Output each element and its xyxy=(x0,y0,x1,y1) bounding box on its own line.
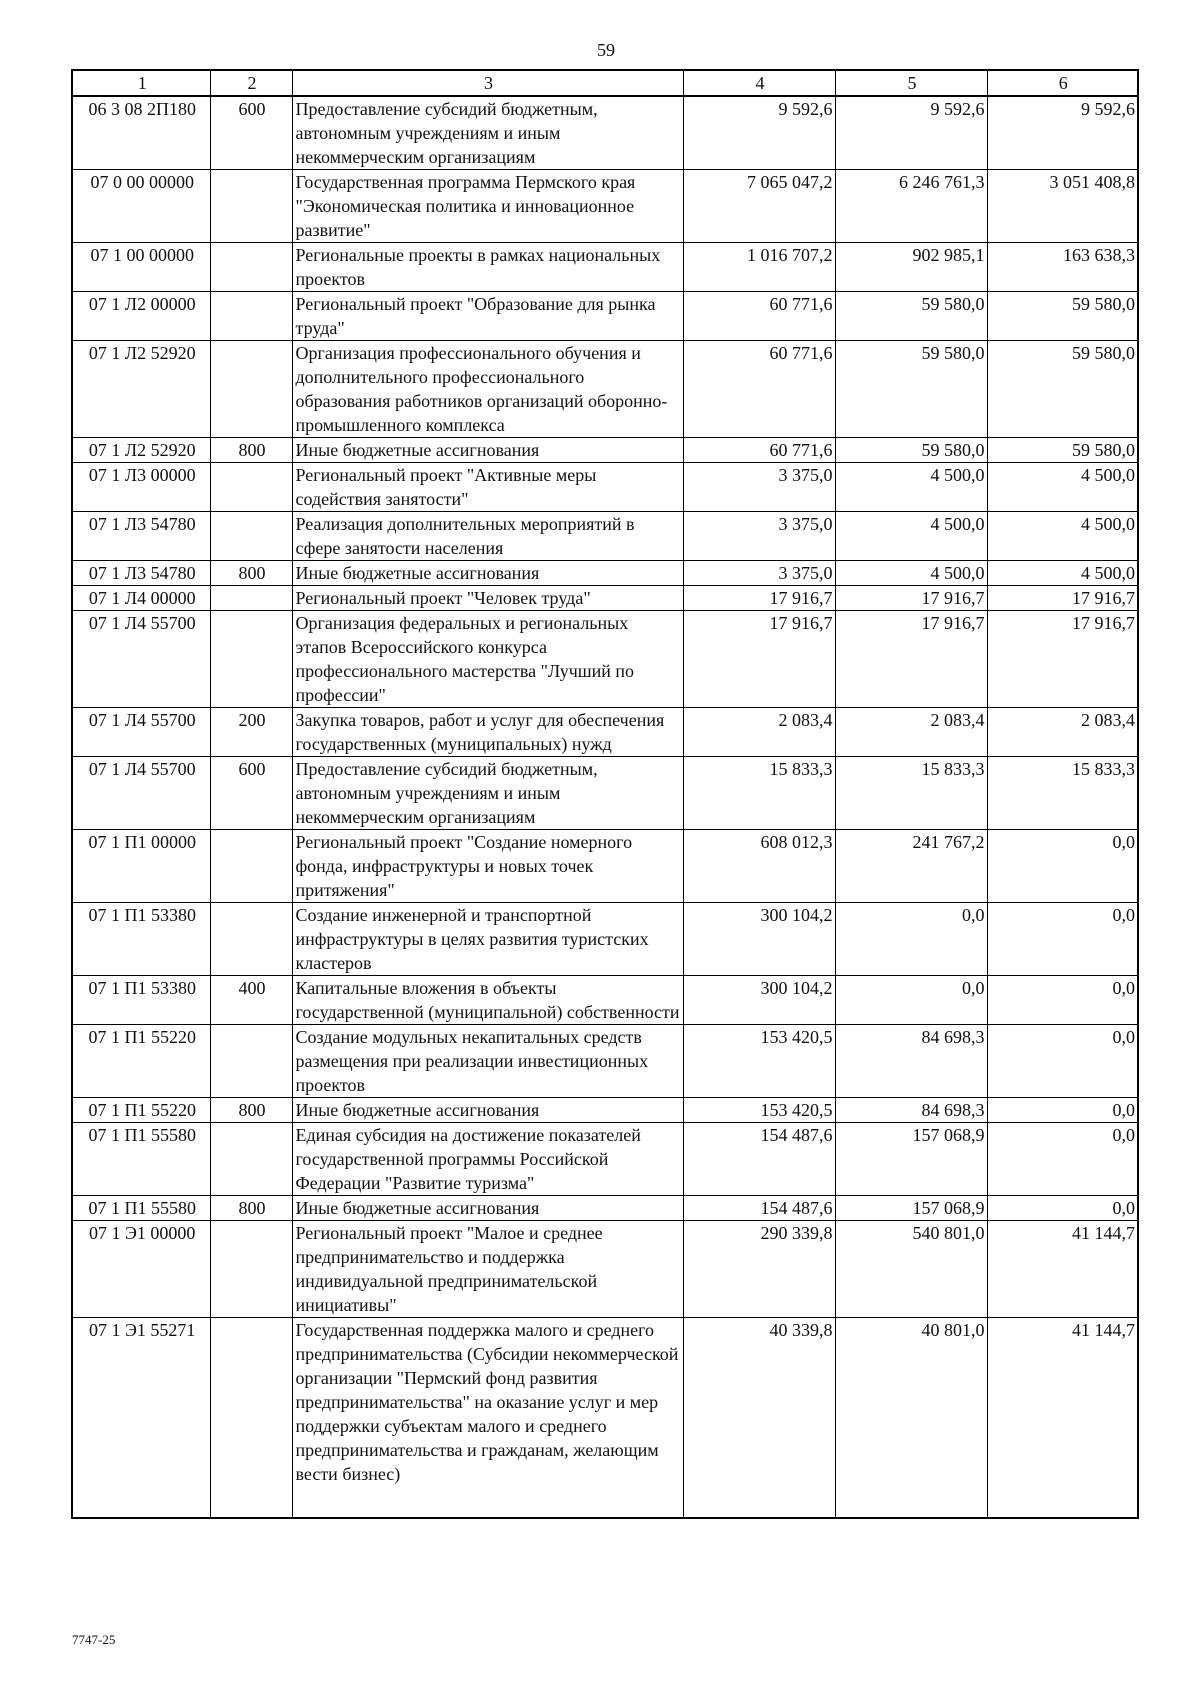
table-row xyxy=(72,1196,1138,1221)
cell-amount-col5: 241 767,2 xyxy=(835,830,987,903)
cell-amount-col5: 15 833,3 xyxy=(835,757,987,830)
table-row xyxy=(72,243,1138,292)
cell-expense-type: 800 xyxy=(210,1196,292,1221)
cell-amount-col6: 0,0 xyxy=(987,903,1138,976)
cell-amount-col4: 153 420,5 xyxy=(683,1098,835,1123)
table-row xyxy=(72,611,1138,708)
cell-code: 07 1 Э1 00000 xyxy=(72,1221,210,1318)
table-row xyxy=(72,1318,1138,1519)
budget-table xyxy=(71,69,1139,1519)
cell-code: 07 1 П1 55580 xyxy=(72,1196,210,1221)
cell-amount-col5: 157 068,9 xyxy=(835,1123,987,1196)
column-header-2: 2 xyxy=(210,70,292,96)
cell-amount-col6: 59 580,0 xyxy=(987,438,1138,463)
cell-expense-type xyxy=(210,1221,292,1318)
cell-amount-col5: 4 500,0 xyxy=(835,512,987,561)
cell-amount-col4: 17 916,7 xyxy=(683,611,835,708)
cell-code: 07 1 Л4 00000 xyxy=(72,586,210,611)
cell-name: Региональные проекты в рамках национальных проектов xyxy=(292,243,683,292)
cell-name: Региональный проект "Активные меры содействия занятости" xyxy=(292,463,683,512)
cell-name: Капитальные вложения в объекты государственной (муниципальной) собственности xyxy=(292,976,683,1025)
cell-amount-col4: 40 339,8 xyxy=(683,1318,835,1519)
cell-amount-col6: 0,0 xyxy=(987,1098,1138,1123)
cell-name: Создание модульных некапитальных средств размещения при реализации инвестиционных проектов xyxy=(292,1025,683,1098)
cell-amount-col6: 163 638,3 xyxy=(987,243,1138,292)
cell-expense-type xyxy=(210,170,292,243)
cell-amount-col4: 9 592,6 xyxy=(683,96,835,170)
cell-amount-col4: 60 771,6 xyxy=(683,292,835,341)
cell-amount-col4: 2 083,4 xyxy=(683,708,835,757)
cell-amount-col4: 290 339,8 xyxy=(683,1221,835,1318)
cell-code: 07 1 Л3 54780 xyxy=(72,561,210,586)
cell-name: Региональный проект "Малое и среднее предпринимательство и поддержка индивидуальной предпринимательской инициативы" xyxy=(292,1221,683,1318)
cell-amount-col6: 17 916,7 xyxy=(987,611,1138,708)
table-row xyxy=(72,438,1138,463)
column-header-1: 1 xyxy=(72,70,210,96)
cell-amount-col5: 0,0 xyxy=(835,976,987,1025)
cell-expense-type xyxy=(210,611,292,708)
cell-amount-col6: 3 051 408,8 xyxy=(987,170,1138,243)
cell-amount-col5: 540 801,0 xyxy=(835,1221,987,1318)
cell-name: Региональный проект "Образование для рынка труда" xyxy=(292,292,683,341)
cell-name: Региональный проект "Человек труда" xyxy=(292,586,683,611)
cell-name: Организация федеральных и региональных этапов Всероссийского конкурса профессионального мастерства "Лучший по профессии" xyxy=(292,611,683,708)
cell-amount-col6: 17 916,7 xyxy=(987,586,1138,611)
cell-code: 07 1 00 00000 xyxy=(72,243,210,292)
cell-amount-col5: 4 500,0 xyxy=(835,463,987,512)
cell-code: 07 1 Л4 55700 xyxy=(72,708,210,757)
cell-amount-col6: 15 833,3 xyxy=(987,757,1138,830)
cell-amount-col6: 4 500,0 xyxy=(987,463,1138,512)
cell-expense-type: 400 xyxy=(210,976,292,1025)
cell-amount-col5: 84 698,3 xyxy=(835,1098,987,1123)
cell-amount-col5: 59 580,0 xyxy=(835,438,987,463)
cell-name: Единая субсидия на достижение показателей государственной программы Российской Федерации "Развитие туризма" xyxy=(292,1123,683,1196)
cell-expense-type xyxy=(210,463,292,512)
cell-code: 07 1 П1 55580 xyxy=(72,1123,210,1196)
cell-expense-type xyxy=(210,1123,292,1196)
cell-amount-col4: 3 375,0 xyxy=(683,463,835,512)
cell-amount-col4: 3 375,0 xyxy=(683,512,835,561)
cell-amount-col6: 2 083,4 xyxy=(987,708,1138,757)
table-row xyxy=(72,1123,1138,1196)
cell-amount-col5: 4 500,0 xyxy=(835,561,987,586)
cell-amount-col4: 15 833,3 xyxy=(683,757,835,830)
cell-code: 07 0 00 00000 xyxy=(72,170,210,243)
cell-amount-col6: 0,0 xyxy=(987,1123,1138,1196)
cell-name: Региональный проект "Создание номерного фонда, инфраструктуры и новых точек притяжения" xyxy=(292,830,683,903)
cell-name: Реализация дополнительных мероприятий в сфере занятости населения xyxy=(292,512,683,561)
cell-code: 07 1 Л3 54780 xyxy=(72,512,210,561)
cell-code: 06 3 08 2П180 xyxy=(72,96,210,170)
cell-name: Иные бюджетные ассигнования xyxy=(292,1196,683,1221)
table-row xyxy=(72,903,1138,976)
cell-code: 07 1 Л3 00000 xyxy=(72,463,210,512)
cell-amount-col6: 59 580,0 xyxy=(987,292,1138,341)
cell-amount-col5: 17 916,7 xyxy=(835,611,987,708)
cell-expense-type xyxy=(210,830,292,903)
table-row xyxy=(72,463,1138,512)
cell-name: Предоставление субсидий бюджетным, автономным учреждениям и иным некоммерческим организациям xyxy=(292,96,683,170)
cell-amount-col5: 17 916,7 xyxy=(835,586,987,611)
cell-amount-col5: 902 985,1 xyxy=(835,243,987,292)
cell-amount-col6: 41 144,7 xyxy=(987,1318,1138,1519)
cell-expense-type xyxy=(210,586,292,611)
cell-expense-type: 600 xyxy=(210,757,292,830)
cell-expense-type: 200 xyxy=(210,708,292,757)
cell-expense-type xyxy=(210,512,292,561)
table-row xyxy=(72,561,1138,586)
cell-amount-col5: 0,0 xyxy=(835,903,987,976)
table-row xyxy=(72,976,1138,1025)
cell-name: Иные бюджетные ассигнования xyxy=(292,1098,683,1123)
table-row xyxy=(72,170,1138,243)
cell-amount-col5: 84 698,3 xyxy=(835,1025,987,1098)
cell-name: Предоставление субсидий бюджетным, автономным учреждениям и иным некоммерческим организациям xyxy=(292,757,683,830)
cell-amount-col4: 17 916,7 xyxy=(683,586,835,611)
cell-amount-col6: 9 592,6 xyxy=(987,96,1138,170)
cell-expense-type xyxy=(210,243,292,292)
cell-amount-col6: 0,0 xyxy=(987,1196,1138,1221)
cell-code: 07 1 П1 53380 xyxy=(72,976,210,1025)
cell-amount-col4: 154 487,6 xyxy=(683,1196,835,1221)
cell-code: 07 1 П1 55220 xyxy=(72,1025,210,1098)
column-header-6: 6 xyxy=(987,70,1138,96)
cell-amount-col6: 0,0 xyxy=(987,830,1138,903)
column-header-4: 4 xyxy=(683,70,835,96)
table-row xyxy=(72,1025,1138,1098)
cell-expense-type: 600 xyxy=(210,96,292,170)
table-row xyxy=(72,512,1138,561)
table-row xyxy=(72,1098,1138,1123)
cell-name: Создание инженерной и транспортной инфраструктуры в целях развития туристских кластеров xyxy=(292,903,683,976)
table-row xyxy=(72,1221,1138,1318)
cell-expense-type: 800 xyxy=(210,438,292,463)
cell-amount-col4: 1 016 707,2 xyxy=(683,243,835,292)
cell-amount-col5: 40 801,0 xyxy=(835,1318,987,1519)
cell-amount-col6: 0,0 xyxy=(987,1025,1138,1098)
cell-amount-col4: 3 375,0 xyxy=(683,561,835,586)
cell-amount-col6: 4 500,0 xyxy=(987,512,1138,561)
column-header-3: 3 xyxy=(292,70,683,96)
cell-amount-col5: 157 068,9 xyxy=(835,1196,987,1221)
table-row xyxy=(72,757,1138,830)
cell-amount-col5: 6 246 761,3 xyxy=(835,170,987,243)
table-row xyxy=(72,341,1138,438)
cell-amount-col4: 7 065 047,2 xyxy=(683,170,835,243)
table-body xyxy=(72,96,1138,1518)
table-row xyxy=(72,708,1138,757)
cell-amount-col6: 0,0 xyxy=(987,976,1138,1025)
cell-amount-col4: 153 420,5 xyxy=(683,1025,835,1098)
cell-expense-type xyxy=(210,341,292,438)
cell-code: 07 1 Л2 52920 xyxy=(72,341,210,438)
cell-expense-type xyxy=(210,1318,292,1519)
cell-code: 07 1 П1 55220 xyxy=(72,1098,210,1123)
cell-name: Иные бюджетные ассигнования xyxy=(292,561,683,586)
cell-code: 07 1 Л4 55700 xyxy=(72,757,210,830)
budget-table-container xyxy=(71,69,1139,1519)
cell-name: Иные бюджетные ассигнования xyxy=(292,438,683,463)
cell-amount-col6: 59 580,0 xyxy=(987,341,1138,438)
header-row xyxy=(72,70,1138,96)
cell-expense-type xyxy=(210,1025,292,1098)
table-header xyxy=(72,70,1138,96)
cell-code: 07 1 Э1 55271 xyxy=(72,1318,210,1519)
cell-expense-type xyxy=(210,292,292,341)
table-row xyxy=(72,292,1138,341)
table-row xyxy=(72,96,1138,170)
cell-amount-col4: 300 104,2 xyxy=(683,976,835,1025)
document-code: 7747-25 xyxy=(72,1632,116,1647)
cell-amount-col4: 154 487,6 xyxy=(683,1123,835,1196)
cell-amount-col4: 60 771,6 xyxy=(683,438,835,463)
cell-amount-col5: 2 083,4 xyxy=(835,708,987,757)
cell-code: 07 1 П1 53380 xyxy=(72,903,210,976)
cell-amount-col4: 300 104,2 xyxy=(683,903,835,976)
cell-name: Государственная программа Пермского края "Экономическая политика и инновационное развитие" xyxy=(292,170,683,243)
page-number: 59 xyxy=(597,40,615,60)
cell-name: Организация профессионального обучения и дополнительного профессионального образования работников организаций оборонно-промышленного комплекса xyxy=(292,341,683,438)
cell-code: 07 1 Л2 00000 xyxy=(72,292,210,341)
table-row xyxy=(72,830,1138,903)
cell-code: 07 1 Л2 52920 xyxy=(72,438,210,463)
cell-expense-type: 800 xyxy=(210,1098,292,1123)
cell-name: Закупка товаров, работ и услуг для обеспечения государственных (муниципальных) нужд xyxy=(292,708,683,757)
cell-code: 07 1 Л4 55700 xyxy=(72,611,210,708)
cell-expense-type: 800 xyxy=(210,561,292,586)
cell-amount-col4: 60 771,6 xyxy=(683,341,835,438)
cell-amount-col6: 4 500,0 xyxy=(987,561,1138,586)
cell-name: Государственная поддержка малого и среднего предпринимательства (Субсидии некоммерческой организации "Пермский фонд развития предпринимательства" на оказание услуг и мер поддержки субъектам малого и среднего предпринимательства и гражданам, желающим вести бизнес) xyxy=(292,1318,683,1519)
cell-amount-col5: 59 580,0 xyxy=(835,341,987,438)
column-header-5: 5 xyxy=(835,70,987,96)
cell-amount-col5: 59 580,0 xyxy=(835,292,987,341)
cell-expense-type xyxy=(210,903,292,976)
cell-amount-col5: 9 592,6 xyxy=(835,96,987,170)
cell-amount-col4: 608 012,3 xyxy=(683,830,835,903)
cell-code: 07 1 П1 00000 xyxy=(72,830,210,903)
table-row xyxy=(72,586,1138,611)
cell-amount-col6: 41 144,7 xyxy=(987,1221,1138,1318)
